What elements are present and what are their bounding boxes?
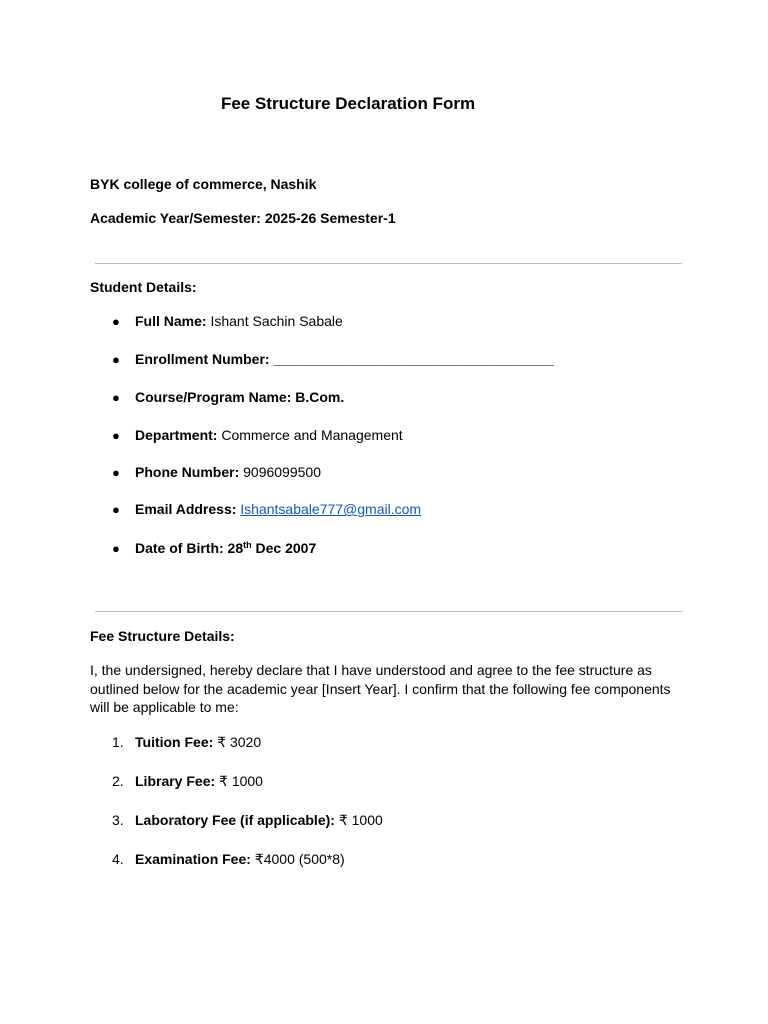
full-name-value: Ishant Sachin Sabale [206,313,343,329]
laboratory-fee-value: ₹ 1000 [334,812,383,828]
divider [95,611,682,612]
phone-number-value: 9096099500 [239,464,321,480]
academic-year: Academic Year/Semester: 2025-26 Semester-1 [90,210,396,226]
fee-item-laboratory [112,811,383,829]
page-title: Fee Structure Declaration Form [220,94,476,113]
email-link[interactable]: Ishantsabale777@gmail.com [240,501,422,517]
full-name-label: Full Name: [135,313,207,329]
tuition-fee-label: Tuition Fee: [135,734,214,750]
bullet-icon: ● [112,352,120,367]
enrollment-number-label: Enrollment Number: ____________________________________ [135,351,554,367]
fee-item-tuition [112,733,262,751]
list-item-course [112,388,345,407]
bullet-icon: ● [112,390,120,405]
list-number: 4. [112,851,124,867]
list-item-department [112,426,403,445]
fee-details-heading: Fee Structure Details: [90,628,235,644]
laboratory-fee-label: Laboratory Fee (if applicable): [135,812,335,828]
list-item-full-name [112,312,343,331]
email-label: Email Address: [135,501,237,517]
list-number: 3. [112,812,124,828]
course-label: Course/Program Name: B.Com. [135,389,345,405]
bullet-icon: ● [112,428,120,443]
date-of-birth-label: Date of Birth: 28 [135,540,244,556]
list-item-date-of-birth [112,539,317,558]
date-of-birth-rest: Dec 2007 [251,540,317,556]
bullet-icon: ● [112,314,120,329]
fee-item-examination [112,850,345,868]
department-value: Commerce and Management [217,427,403,443]
list-item-enrollment-number [112,350,554,369]
list-item-phone-number [112,463,321,482]
library-fee-label: Library Fee: [135,773,216,789]
examination-fee-label: Examination Fee: [135,851,251,867]
tuition-fee-value: ₹ 3020 [213,734,262,750]
bullet-icon: ● [112,502,120,517]
list-item-email [112,500,422,519]
student-details-heading: Student Details: [90,279,197,295]
department-label: Department: [135,427,218,443]
phone-number-label: Phone Number: [135,464,240,480]
fee-item-library [112,772,263,790]
list-number: 1. [112,734,124,750]
bullet-icon: ● [112,465,120,480]
divider [95,263,682,264]
list-number: 2. [112,773,124,789]
examination-fee-value: ₹4000 (500*8) [250,851,345,867]
bullet-icon: ● [112,541,120,556]
college-name: BYK college of commerce, Nashik [90,176,317,192]
library-fee-value: ₹ 1000 [215,773,263,789]
date-of-birth-suffix: th [243,540,252,550]
declaration-paragraph: I, the undersigned, hereby declare that I have understood and agree to the fee structure as outlined below for the academic year [Insert Year]. I confirm that the following fee components will be applicable to me: [90,662,671,715]
